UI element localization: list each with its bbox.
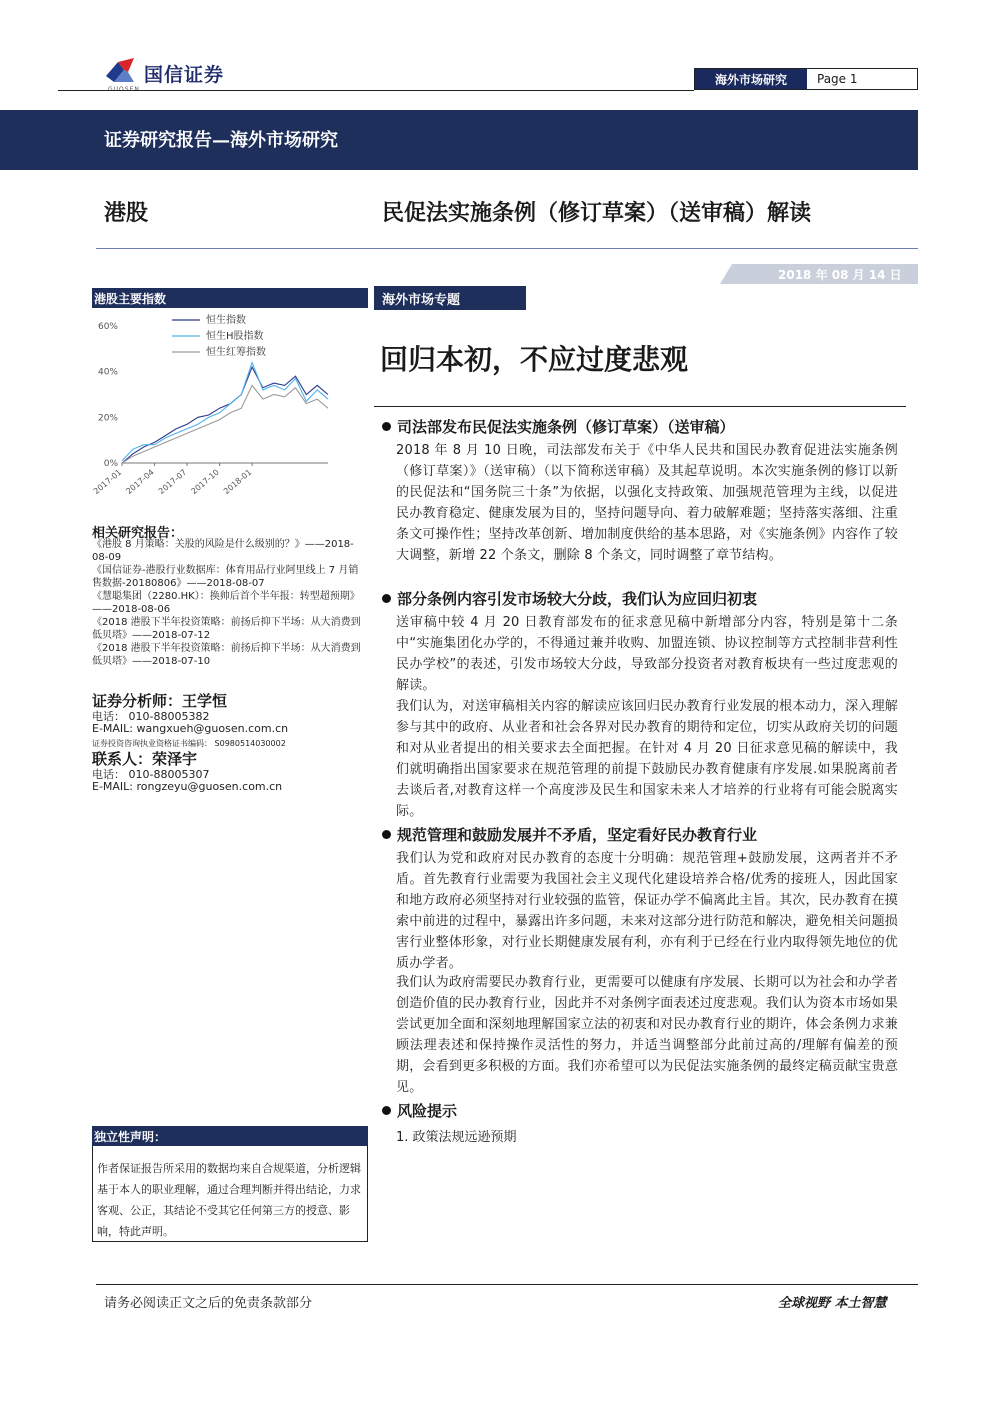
analyst-certificate: 证券投资咨询执业资格证书编码： S0980514030002: [92, 739, 286, 748]
x-tick-label: 2017-07: [156, 467, 189, 497]
section-heading-3: 规范管理和鼓励发展并不矛盾，坚定看好民办教育行业: [382, 824, 757, 845]
section-2-paragraph-2: 我们认为，对送审稿相关内容的解读应该回归民办教育行业发展的根本动力，深入理解参与其中的政府、从业者和社会各界对民办教育的期待和定位，切实从政府关切的问题和对从业者提出的相关要求去全面把握。在针对 4 月 20 日征求意见稿的解读中，我们就明确指出国家要求在规范管理的前提下鼓励民办教育健康有序发展.如果脱离前者去谈后者,对教育这样一个高度涉及民生和国家未来人才培养的行业将有可能会脱离实际。: [396, 699, 898, 819]
contact-name: 联系人：荣泽宇: [92, 750, 198, 768]
x-tick-label: 2017-04: [124, 467, 156, 497]
related-report-item[interactable]: 《港股 8 月策略：关股的风险是什么级别的？》——2018-08-09: [92, 539, 354, 563]
title-rule: [96, 248, 918, 249]
bullet-icon: [382, 1106, 391, 1115]
related-reports-list: [92, 538, 362, 668]
report-title: 民促法实施条例（修订草案）（送审稿）解读: [382, 200, 812, 226]
y-tick-label: 20%: [97, 413, 118, 424]
independence-header: 独立性声明：: [92, 1126, 368, 1146]
related-report-item[interactable]: 《慧聪集团（2280.HK）：换帅后首个半年报：转型超预期》——2018-08-06: [92, 591, 360, 615]
index-line-chart: [92, 308, 368, 516]
legend-label-2: 恒生红筹指数: [206, 347, 266, 358]
legend-label-0: 恒生指数: [206, 315, 246, 326]
related-report-item[interactable]: 《国信证券-港股行业数据库：体育用品行业阿里线上 7 月销售数据-20180806》——2018-08-07: [92, 565, 359, 589]
headline-rule: [374, 406, 906, 407]
headline: 回归本初，不应过度悲观: [380, 343, 689, 376]
footer-rule: [96, 1284, 918, 1285]
section-label: 海外市场研究: [695, 69, 807, 89]
footer-slogan: 全球视野 本土智慧: [778, 1296, 887, 1311]
series-line-2: [122, 385, 328, 463]
analyst-email[interactable]: E-MAIL: wangxueh@guosen.com.cn: [92, 722, 289, 735]
bullet-icon: [382, 594, 391, 603]
logo-mark-icon: [104, 56, 140, 86]
contact-email[interactable]: E-MAIL: rongzeyu@guosen.com.cn: [92, 780, 283, 793]
report-date: 2018 年 08 月 14 日: [778, 268, 902, 282]
footer-disclaimer: 请务必阅读正文之后的免责条款部分: [104, 1296, 313, 1311]
x-tick-label: 2017-10: [189, 467, 221, 497]
risk-item: 1. 政策法规远逊预期: [396, 1130, 517, 1145]
section-heading-2: 部分条例内容引发市场较大分歧，我们认为应回归初衷: [382, 588, 757, 609]
section-3-paragraph-1: 我们认为党和政府对民办教育的态度十分明确：规范管理+鼓励发展，这两者并不矛盾。首先教育行业需要为我国社会主义现代化建设培养合格/优秀的接班人，因此国家和地方政府必须坚持对行业较强的监管，保证办学不偏离此主旨。其次，民办教育在摸索中前进的过程中，暴露出许多问题，未来对这部分进行防范和解决，避免相关问题损害行业整体形象，对行业长期健康发展有利，亦有利于已经在行业内取得领先地位的优质办学者。: [396, 851, 898, 971]
contact-phone: 电话： 010-88005307: [92, 768, 210, 781]
section-heading-1: 司法部发布民促法实施条例（修订草案）（送审稿）: [382, 416, 735, 437]
x-tick-label: 2018-01: [221, 467, 254, 497]
analyst-phone: 电话： 010-88005382: [92, 710, 210, 723]
section-heading-risk: 风险提示: [382, 1100, 457, 1121]
topic-label: 海外市场专题: [374, 286, 526, 310]
section-1-paragraph: 2018 年 8 月 10 日晚，司法部发布关于《中华人民共和国民办教育促进法实施条例（修订草案）》（送审稿）（以下简称送审稿）及其起草说明。本次实施条例的修订以新的民促法和“国务院三十条”为依据，以强化支持政策、加强规范管理为主线，以促进民办教育稳定、健康发展为目的，坚持问题导向、着力破解难题；坚持落实落细、注重条文可操作性；坚持改革创新、增加制度供给的基本思路，对《实施条例》内容作了较大调整，新增 22 个条文，删除 8 个条文，同时调整了章节结构。: [396, 443, 898, 563]
related-reports-title: 相关研究报告：: [92, 526, 184, 541]
section-2-paragraph-1: 送审稿中较 4 月 20 日教育部发布的征求意见稿中新增部分内容，特别是第十二条中“实施集团化办学的，不得通过兼并收购、加盟连锁、协议控制等方式控制非营利性民办学校”的表述，引发市场较大分歧，导致部分投资者对教育板块有一些过度悲观的解读。: [396, 615, 898, 693]
bullet-icon: [382, 422, 391, 431]
series-line-1: [122, 363, 328, 461]
page-indicator: [694, 68, 918, 90]
independence-statement: 作者保证报告所采用的数据均来自合规渠道，分析逻辑基于本人的职业理解，通过合理判断并得出结论，力求客观、公正，其结论不受其它任何第三方的授意、影响，特此声明。: [92, 1146, 368, 1242]
legend-label-1: 恒生H股指数: [206, 331, 264, 342]
y-tick-label: 0%: [103, 459, 118, 469]
y-tick-label: 60%: [97, 322, 118, 332]
page-number: Page 1: [817, 72, 858, 86]
y-tick-label: 40%: [97, 367, 118, 378]
analyst-name: 证券分析师：王学恒: [92, 692, 228, 710]
index-chart-header: 港股主要指数: [92, 288, 368, 308]
market-label: 港股: [104, 200, 149, 226]
logo-text: 国信证券: [144, 64, 225, 86]
bullet-icon: [382, 830, 391, 839]
related-report-item[interactable]: 《2018 港股下半年投资策略：前扬后抑下半场：从大消费到低贝塔》——2018-07-12: [92, 617, 361, 641]
x-tick-label: 2017-01: [92, 467, 124, 497]
report-type: 证券研究报告—海外市场研究: [104, 130, 338, 151]
header-rule: [58, 90, 694, 91]
related-report-item[interactable]: 《2018 港股下半年投资策略：前扬后抑下半场：从大消费到低贝塔》——2018-07-10: [92, 643, 361, 667]
section-3-paragraph-2: 我们认为政府需要民办教育行业，更需要可以健康有序发展、长期可以为社会和办学者创造价值的民办教育行业，因此并不对条例字面表述过度悲观。我们认为资本市场如果尝试更加全面和深刻地理解国家立法的初衷和对民办教育行业的期许，体会条例力求兼顾法理表述和保持操作灵活性的努力，并适当调整部分此前过高的/理解有偏差的预期，会看到更多积极的方面。我们亦希望可以为民促法实施条例的最终定稿贡献宝贵意见。: [396, 975, 898, 1095]
